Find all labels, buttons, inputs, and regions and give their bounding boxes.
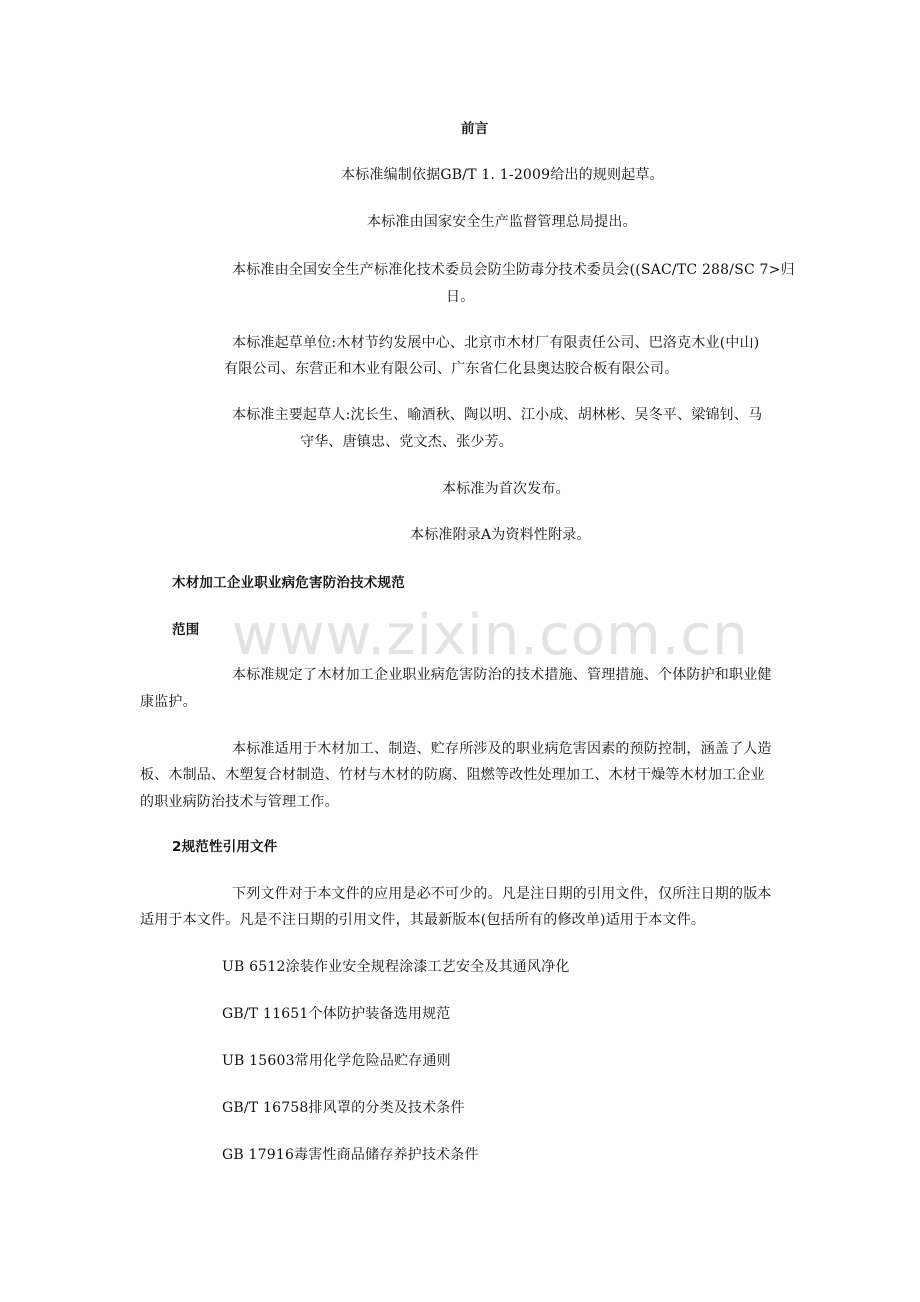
foreword-paragraph-6: 本标准为首次发布。: [442, 481, 570, 497]
references-paragraph-line-1: 下列文件对于本文件的应用是必不可少的。凡是注日期的引用文件，仅所注日期的版本: [232, 886, 772, 902]
document-title: 木材加工企业职业病危害防治技术规范: [172, 575, 405, 591]
foreword-paragraph-5-line-2: 守华、唐镇忠、党文杰、张少芳。: [300, 434, 513, 450]
foreword-paragraph-5-line-1: 本标准主要起草人:沈长生、喻酒秋、陶以明、江小成、胡林彬、吴冬平、梁锦钊、马: [232, 407, 763, 423]
foreword-paragraph-1: 本标准编制依据GB/T 1. 1-2009给出的规则起草。: [341, 167, 664, 183]
reference-item: GB 17916毒害性商品储存养护技术条件: [222, 1147, 479, 1163]
reference-item: UB 15603常用化学危险品贮存通则: [222, 1053, 451, 1069]
foreword-paragraph-4-line-2: 有限公司、东营正和木业有限公司、广东省仁化县奥达胶合板有限公司。: [224, 361, 679, 377]
watermark: www.zixin.com.cn: [232, 603, 749, 668]
scope-paragraph-2-line-1: 本标准适用于木材加工、制造、贮存所涉及的职业病危害因素的预防控制，涵盖了人造: [232, 741, 772, 757]
foreword-title: 前言: [461, 121, 489, 137]
foreword-paragraph-3-line-2: 日。: [446, 289, 475, 305]
foreword-paragraph-3-line-1: 本标准由全国安全生产标准化技术委员会防尘防毒分技术委员会((SAC/TC 288/SC 7>归: [232, 262, 795, 278]
foreword-paragraph-7: 本标准附录A为资料性附录。: [410, 527, 591, 543]
foreword-paragraph-4-line-1: 本标准起草单位:木材节约发展中心、北京市木材厂有限责任公司、巴洛克木业(中山): [232, 335, 760, 351]
references-heading: 2规范性引用文件: [172, 839, 278, 855]
reference-item: GB/T 11651个体防护装备选用规范: [222, 1006, 451, 1022]
scope-paragraph-2-line-2: 板、木制品、木塑复合材制造、竹材与木材的防腐、阻燃等改性处理加工、木材干燥等木材加工企业: [140, 767, 765, 783]
references-paragraph-line-2: 适用于本文件。凡是不注日期的引用文件，其最新版本(包括所有的修改单)适用于本文件。: [140, 912, 706, 928]
scope-paragraph-2-line-3: 的职业病防治技术与管理工作。: [140, 794, 339, 810]
scope-paragraph-1-line-1: 本标准规定了木材加工企业职业病危害防治的技术措施、管理措施、个体防护和职业健: [232, 667, 772, 683]
reference-item: GB/T 16758排风罩的分类及技术条件: [222, 1100, 465, 1116]
scope-paragraph-1-line-2: 康监护。: [140, 694, 197, 710]
foreword-paragraph-2: 本标准由国家安全生产监督管理总局提出。: [367, 214, 637, 230]
scope-heading: 范围: [172, 622, 200, 638]
reference-item: UB 6512涂装作业安全规程涂漆工艺安全及其通风净化: [222, 959, 570, 975]
